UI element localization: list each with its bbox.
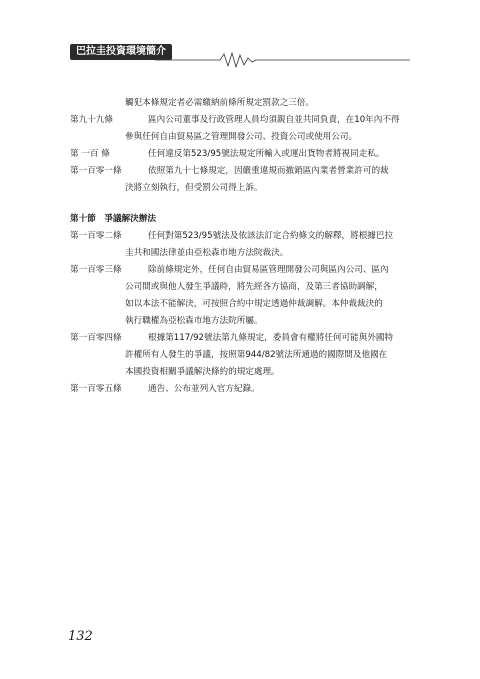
article-line: 如以本法不能解決，可按照合約中規定透過仲裁調解。本仲裁裁決的 [125, 299, 383, 309]
section-heading: 第十節 爭議解決辦法 [70, 214, 156, 224]
document-body [70, 95, 415, 398]
article-line: 依照第九十七條規定，因嚴重違規而撤銷區內業者營業許可的裁 [148, 166, 389, 176]
page-number: 132 [68, 629, 93, 644]
article-label: 第 一百 條 [70, 149, 110, 159]
article-paragraph [70, 228, 415, 262]
article-paragraph [70, 262, 415, 330]
article-line: 除前條規定外，任何自由貿易區管理開發公司與區內公司、區內 [148, 265, 389, 275]
article-label: 第一百零三條 [70, 265, 122, 275]
article-line: 觸犯本條規定者必需繳納前條所規定罰款之三倍。 [125, 98, 315, 108]
article-paragraph [70, 381, 415, 398]
article-line: 任何對第523/95號法及依該法訂定合約條文的解釋，將根據巴拉 [148, 231, 394, 241]
article-paragraph [70, 146, 415, 163]
article-label: 第一百零四條 [70, 333, 122, 343]
article-line: 許權所有人發生的爭議，按照第944/82號法所通過的國際間及他國在 [125, 350, 388, 360]
article-paragraph [70, 95, 415, 112]
article-line: 本國投資相關爭議解決條約的規定處理。 [125, 367, 280, 377]
article-label: 第一百零二條 [70, 231, 122, 241]
header-title: 巴拉圭投資環境簡介 [70, 44, 172, 60]
article-line: 決將立刻執行，但受罰公司得上訴。 [125, 183, 263, 193]
article-paragraph [70, 112, 415, 146]
article-line: 任何違反第523/95號法規定所輸入或運出貨物者將視同走私。 [148, 149, 385, 159]
article-paragraph [70, 163, 415, 197]
article-line: 區內公司董事及行政管理人員均須親自並共同負責，在10年內不得 [148, 115, 400, 125]
article-label: 第一百零一條 [70, 166, 122, 176]
article-line: 圭共和國法律並由亞松森市地方法院裁決。 [125, 248, 289, 258]
article-line: 通告、公布並列入官方紀錄。 [148, 384, 260, 394]
article-label: 第九十九條 [70, 115, 113, 125]
header-rule-pulse-decoration [70, 52, 410, 68]
article-paragraph [70, 330, 415, 381]
article-line: 執行職權為亞松森市地方法院所屬。 [125, 316, 263, 326]
article-line: 參與任何自由貿易區之管理開發公司、投資公司或使用公司。 [125, 132, 358, 142]
article-line: 根據第117/92號法第九條規定，委員會有權將任何可能與外國特 [148, 333, 394, 343]
article-label: 第一百零五條 [70, 384, 122, 394]
article-line: 公司間或與他人發生爭議時，將先經各方協商，及第三者協助調解， [125, 282, 383, 292]
